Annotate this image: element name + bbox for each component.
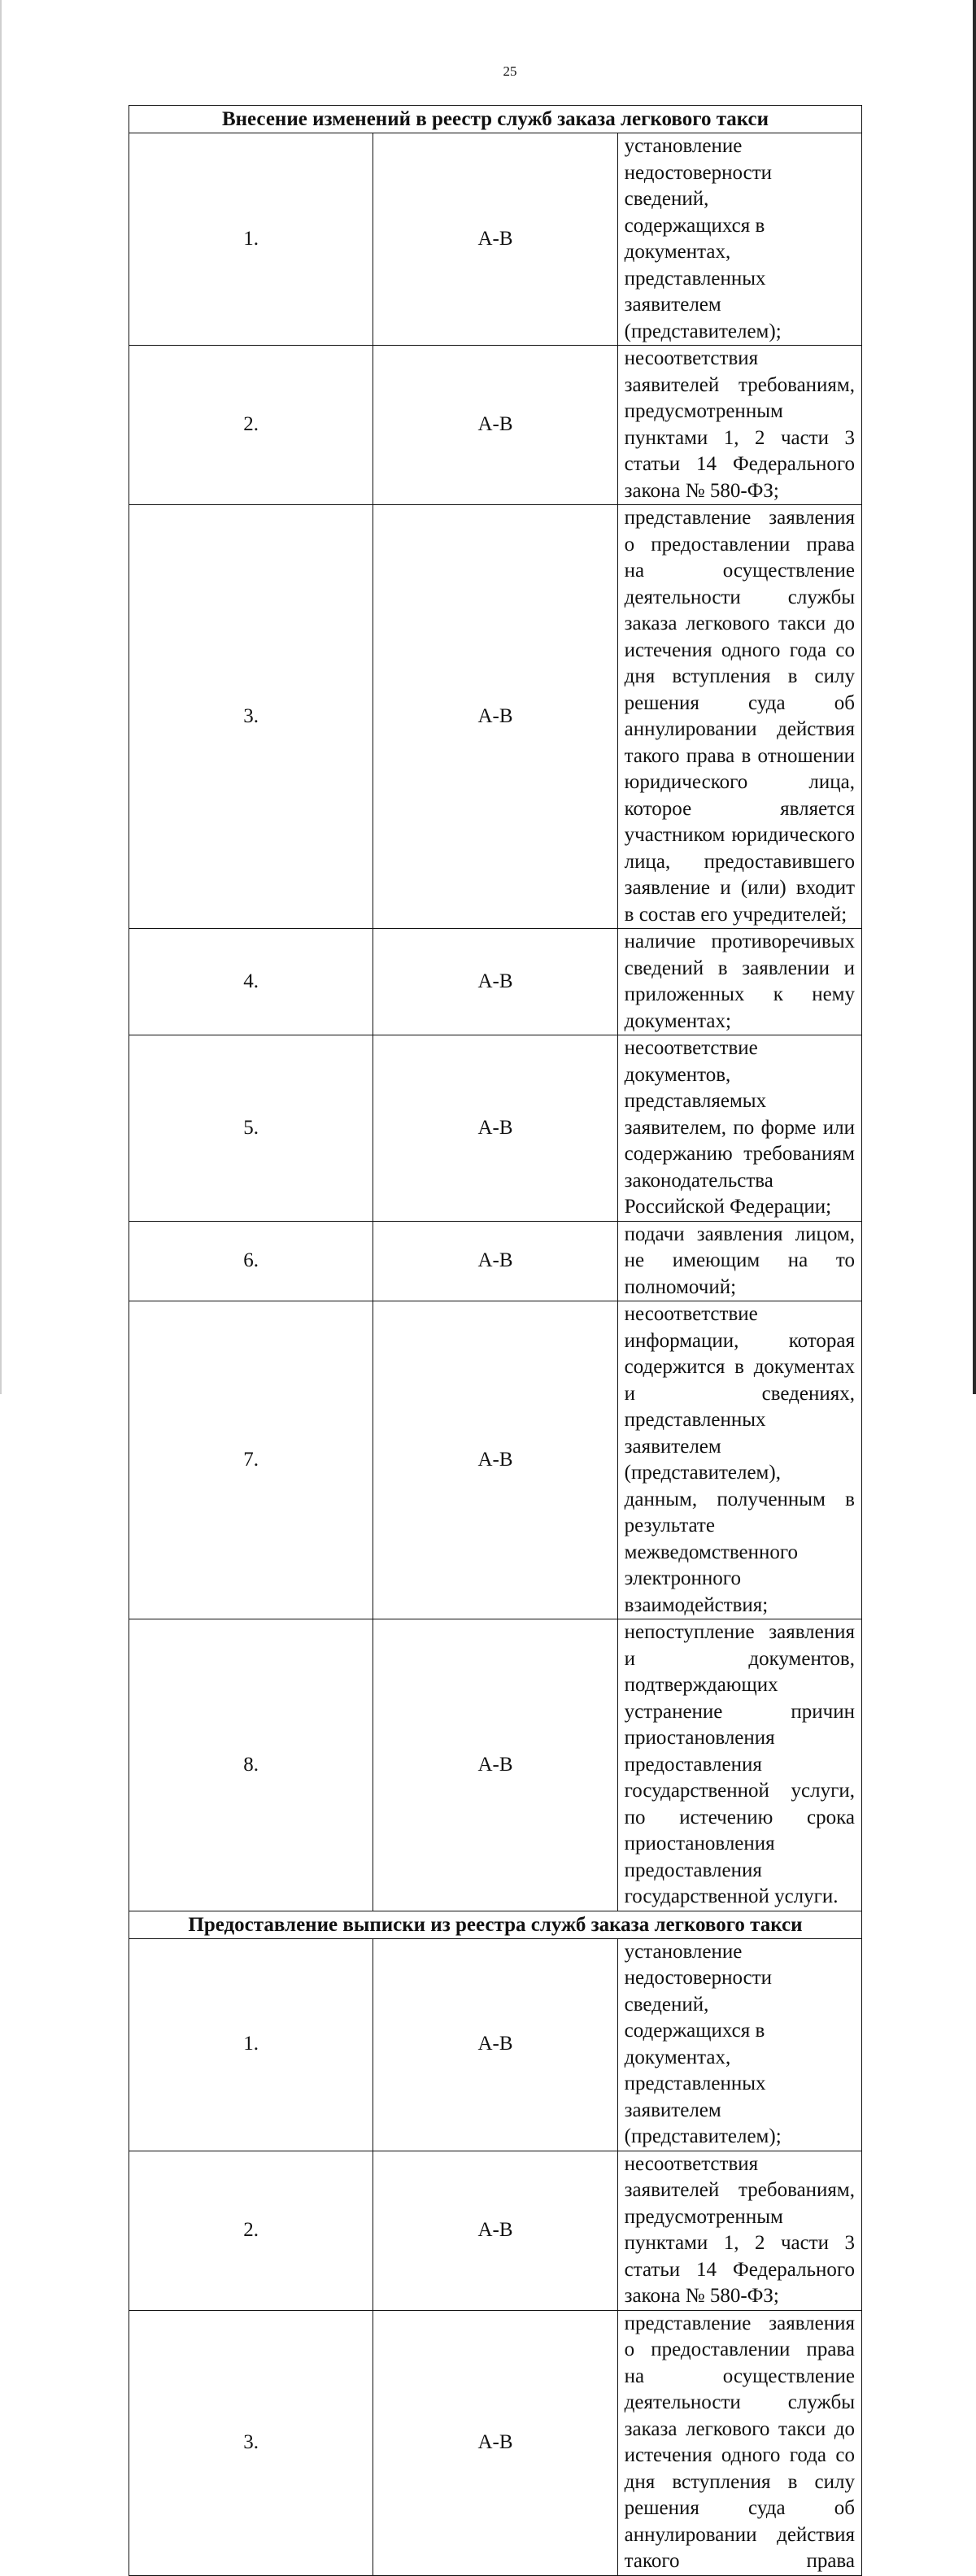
table-row (129, 2151, 862, 2310)
row-code: А-В (373, 1221, 617, 1301)
table-row (129, 929, 862, 1035)
row-reason-text (617, 2310, 861, 2575)
table-row (129, 1221, 862, 1301)
reason-text: несоответствие информации, которая содержится в документах и сведениях, представленных заявителем (представителем), данным, полученным в результате межведомственного электронного взаимодействия; (624, 1303, 855, 1616)
row-number: 2. (129, 346, 373, 505)
row-reason-text (617, 929, 861, 1035)
row-code: А-В (373, 1035, 617, 1222)
row-number: 3. (129, 2310, 373, 2575)
section-header-row (129, 1911, 862, 1938)
scan-edge-left (0, 0, 2, 1394)
row-code: А-В (373, 2151, 617, 2310)
reason-text: представление заявления о предоставлении права на осуществление деятельности службы заказа легкового такси до истечения одного года со дня вступления в силу решения суда об аннулировании действия такого права (624, 2312, 855, 2572)
section-title: Внесение изменений в реестр служб заказа легкового такси (129, 106, 862, 133)
row-number: 2. (129, 2151, 373, 2310)
row-reason-text (617, 1301, 861, 1619)
row-reason-text (617, 1221, 861, 1301)
table-row (129, 1301, 862, 1619)
row-number: 8. (129, 1619, 373, 1911)
row-reason-text (617, 1619, 861, 1911)
table-row (129, 1938, 862, 2151)
row-code: А-В (373, 346, 617, 505)
page-number: 25 (503, 63, 517, 79)
table-row (129, 1619, 862, 1911)
row-reason-text (617, 1035, 861, 1222)
row-code: А-В (373, 133, 617, 346)
row-reason-text (617, 346, 861, 505)
table-row (129, 1035, 862, 1222)
reason-text: представление заявления о предоставлении права на осуществление деятельности службы заказа легкового такси до истечения одного года со дня вступления в силу решения суда об аннулировании действия такого права в отношении юридического лица, которое является участником юридического лица, предоставившего заявление и (или) входит в состав его учредителей; (624, 507, 855, 926)
table-row (129, 2310, 862, 2575)
section-title: Предоставление выписки из реестра служб заказа легкового такси (129, 1911, 862, 1938)
section-header-row (129, 106, 862, 133)
row-number: 3. (129, 505, 373, 929)
row-reason-text (617, 133, 861, 346)
row-code: А-В (373, 1938, 617, 2151)
row-number: 1. (129, 1938, 373, 2151)
reasons-table (129, 105, 862, 2576)
row-reason-text (617, 1938, 861, 2151)
table-row (129, 346, 862, 505)
row-number: 5. (129, 1035, 373, 1222)
reason-text: несоответствия заявителей требованиям, предусмотренным пунктами 1, 2 части 3 статьи 14 Федерального закона № 580-ФЗ; (624, 347, 855, 502)
row-number: 4. (129, 929, 373, 1035)
row-number: 6. (129, 1221, 373, 1301)
reason-text: установление недостоверности сведений, содержащихся в документах, представленных заявителем (представителем); (624, 135, 782, 342)
row-number: 7. (129, 1301, 373, 1619)
row-number: 1. (129, 133, 373, 346)
scan-edge-right (973, 0, 976, 1394)
reason-text: несоответствия заявителей требованиям, предусмотренным пунктами 1, 2 части 3 статьи 14 Федерального закона № 580-ФЗ; (624, 2152, 855, 2307)
reason-text: установление недостоверности сведений, содержащихся в документах, представленных заявителем (представителем); (624, 1940, 782, 2147)
table-row (129, 505, 862, 929)
reason-text: непоступление заявления и документов, подтверждающих устранение причин приостановления предоставления государственной услуги, по истечению срока приостановления предоставления государственной услуги. (624, 1621, 855, 1907)
row-code: А-В (373, 1619, 617, 1911)
table-row (129, 133, 862, 346)
reason-text: подачи заявления лицом, не имеющим на то полномочий; (624, 1223, 855, 1298)
row-reason-text (617, 505, 861, 929)
reason-text: несоответствие документов, представляемых заявителем, по форме или содержанию требованиям законодательства Российской Федерации; (624, 1037, 855, 1218)
row-code: А-В (373, 2310, 617, 2575)
row-code: А-В (373, 929, 617, 1035)
row-code: А-В (373, 505, 617, 929)
reason-text: наличие противоречивых сведений в заявлении и приложенных к нему документах; (624, 931, 855, 1032)
row-code: А-В (373, 1301, 617, 1619)
row-reason-text (617, 2151, 861, 2310)
